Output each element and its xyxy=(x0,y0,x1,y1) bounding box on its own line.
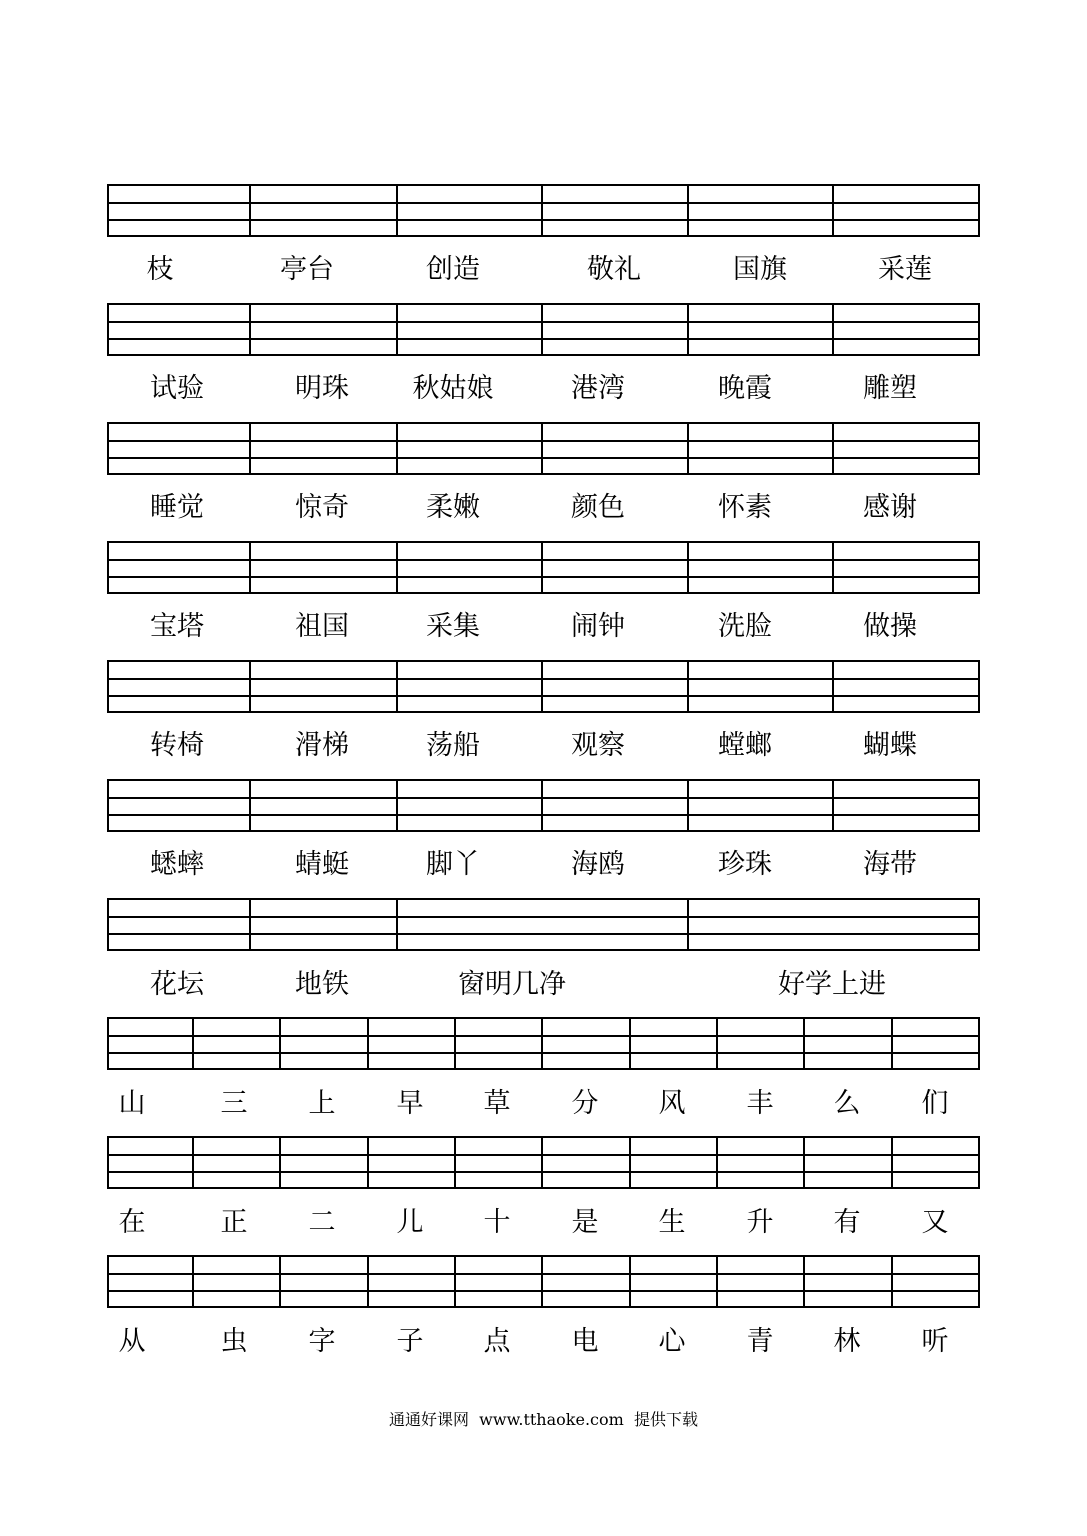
vocab-word: 海带 xyxy=(863,849,917,880)
vocab-word: 试验 xyxy=(150,373,204,404)
writing-grid xyxy=(107,541,980,594)
vocab-word: 十 xyxy=(483,1207,511,1238)
vocab-word: 海鸥 xyxy=(571,849,625,880)
grid-divider xyxy=(687,186,689,235)
vocab-word: 亭台 xyxy=(280,254,334,285)
grid-divider xyxy=(249,543,251,592)
grid-divider xyxy=(803,1257,805,1306)
grid-divider xyxy=(687,900,689,949)
grid-divider xyxy=(249,900,251,949)
vocab-word: 好学上进 xyxy=(778,969,886,1000)
vocab-word: 窗明几净 xyxy=(458,969,566,1000)
vocab-word: 虫 xyxy=(220,1326,248,1357)
grid-divider xyxy=(249,781,251,830)
vocab-word: 感谢 xyxy=(863,492,917,523)
vocab-word: 儿 xyxy=(396,1207,424,1238)
grid-divider xyxy=(832,424,834,473)
writing-grid xyxy=(107,422,980,475)
grid-divider xyxy=(396,900,398,949)
vocab-word: 国旗 xyxy=(733,254,787,285)
vocab-word: 花坛 xyxy=(150,969,204,1000)
grid-divider xyxy=(367,1019,369,1068)
vocab-word: 港湾 xyxy=(571,373,625,404)
grid-divider xyxy=(249,424,251,473)
writing-grid xyxy=(107,1136,980,1189)
grid-divider xyxy=(279,1257,281,1306)
grid-divider xyxy=(541,781,543,830)
vocab-word: 上 xyxy=(308,1088,336,1119)
grid-divider xyxy=(716,1257,718,1306)
grid-divider xyxy=(367,1138,369,1187)
grid-divider xyxy=(279,1138,281,1187)
vocab-word: 草 xyxy=(483,1088,511,1119)
grid-divider xyxy=(541,543,543,592)
vocab-word: 分 xyxy=(571,1088,599,1119)
vocab-word: 又 xyxy=(921,1207,949,1238)
vocab-word: 转椅 xyxy=(150,730,204,761)
grid-divider xyxy=(541,662,543,711)
grid-divider xyxy=(832,543,834,592)
writing-grid xyxy=(107,1255,980,1308)
vocab-word: 颜色 xyxy=(571,492,625,523)
grid-divider xyxy=(454,1138,456,1187)
grid-divider xyxy=(192,1019,194,1068)
grid-divider xyxy=(541,1257,543,1306)
grid-divider xyxy=(891,1019,893,1068)
grid-divider xyxy=(629,1138,631,1187)
grid-divider xyxy=(192,1138,194,1187)
vocab-word: 柔嫩 xyxy=(426,492,480,523)
vocab-word: 闹钟 xyxy=(571,611,625,642)
grid-divider xyxy=(249,305,251,354)
vocab-word: 祖国 xyxy=(295,611,349,642)
grid-divider xyxy=(249,186,251,235)
writing-grid xyxy=(107,898,980,951)
vocab-word: 蜻蜓 xyxy=(295,849,349,880)
vocab-word: 们 xyxy=(921,1088,949,1119)
writing-grid xyxy=(107,660,980,713)
vocab-word: 升 xyxy=(746,1207,774,1238)
writing-grid xyxy=(107,303,980,356)
vocab-word: 正 xyxy=(220,1207,248,1238)
vocab-word: 生 xyxy=(658,1207,686,1238)
vocab-word: 采莲 xyxy=(878,254,932,285)
vocab-word: 明珠 xyxy=(295,373,349,404)
grid-divider xyxy=(454,1019,456,1068)
vocab-word: 风 xyxy=(658,1088,686,1119)
grid-divider xyxy=(396,186,398,235)
vocab-word: 林 xyxy=(833,1326,861,1357)
vocab-word: 青 xyxy=(746,1326,774,1357)
vocab-word: 丰 xyxy=(746,1088,774,1119)
vocab-word: 有 xyxy=(833,1207,861,1238)
vocab-word: 蟋蟀 xyxy=(150,849,204,880)
grid-divider xyxy=(687,424,689,473)
grid-divider xyxy=(454,1257,456,1306)
footer-note: 通通好课网 www.tthaoke.com 提供下载 xyxy=(389,1410,698,1429)
grid-divider xyxy=(687,543,689,592)
vocab-word: 怀素 xyxy=(718,492,772,523)
vocab-word: 滑梯 xyxy=(295,730,349,761)
vocab-word: 荡船 xyxy=(426,730,480,761)
grid-divider xyxy=(541,1138,543,1187)
vocab-word: 脚丫 xyxy=(426,849,480,880)
vocab-word: 做操 xyxy=(863,611,917,642)
vocab-word: 山 xyxy=(118,1088,146,1119)
vocab-word: 地铁 xyxy=(295,969,349,1000)
vocab-word: 洗脸 xyxy=(718,611,772,642)
writing-grid xyxy=(107,184,980,237)
vocab-word: 从 xyxy=(118,1326,146,1357)
grid-divider xyxy=(716,1019,718,1068)
vocab-word: 子 xyxy=(396,1326,424,1357)
grid-divider xyxy=(396,781,398,830)
vocab-word: 枝 xyxy=(146,254,174,285)
vocab-word: 创造 xyxy=(426,254,480,285)
vocab-word: 秋姑娘 xyxy=(412,373,494,404)
vocab-word: 么 xyxy=(833,1088,861,1119)
vocab-word: 听 xyxy=(921,1326,949,1357)
vocab-word: 睡觉 xyxy=(150,492,204,523)
vocab-word: 字 xyxy=(308,1326,336,1357)
grid-divider xyxy=(716,1138,718,1187)
writing-grid xyxy=(107,1017,980,1070)
vocab-word: 二 xyxy=(308,1207,336,1238)
vocab-word: 敬礼 xyxy=(587,254,641,285)
grid-divider xyxy=(629,1257,631,1306)
grid-divider xyxy=(396,662,398,711)
vocab-word: 在 xyxy=(118,1207,146,1238)
grid-divider xyxy=(249,662,251,711)
grid-divider xyxy=(192,1257,194,1306)
vocab-word: 电 xyxy=(571,1326,599,1357)
grid-divider xyxy=(832,781,834,830)
grid-divider xyxy=(891,1138,893,1187)
grid-divider xyxy=(396,305,398,354)
writing-grid xyxy=(107,779,980,832)
vocab-word: 雕塑 xyxy=(863,373,917,404)
grid-divider xyxy=(279,1019,281,1068)
grid-divider xyxy=(832,662,834,711)
vocab-word: 螳螂 xyxy=(718,730,772,761)
vocab-word: 晚霞 xyxy=(718,373,772,404)
vocab-word: 惊奇 xyxy=(295,492,349,523)
grid-divider xyxy=(687,305,689,354)
grid-divider xyxy=(541,1019,543,1068)
grid-divider xyxy=(396,543,398,592)
vocab-word: 珍珠 xyxy=(718,849,772,880)
grid-divider xyxy=(396,424,398,473)
grid-divider xyxy=(687,662,689,711)
grid-divider xyxy=(891,1257,893,1306)
vocab-word: 早 xyxy=(396,1088,424,1119)
vocab-word: 蝴蝶 xyxy=(863,730,917,761)
grid-divider xyxy=(629,1019,631,1068)
vocab-word: 三 xyxy=(220,1088,248,1119)
grid-divider xyxy=(832,186,834,235)
grid-divider xyxy=(803,1138,805,1187)
vocab-word: 观察 xyxy=(571,730,625,761)
grid-divider xyxy=(541,305,543,354)
grid-divider xyxy=(687,781,689,830)
grid-divider xyxy=(541,424,543,473)
grid-divider xyxy=(832,305,834,354)
vocab-word: 是 xyxy=(571,1207,599,1238)
grid-divider xyxy=(541,186,543,235)
vocab-word: 点 xyxy=(483,1326,511,1357)
grid-divider xyxy=(803,1019,805,1068)
vocab-word: 采集 xyxy=(426,611,480,642)
vocab-word: 宝塔 xyxy=(150,611,204,642)
vocab-word: 心 xyxy=(658,1326,686,1357)
grid-divider xyxy=(367,1257,369,1306)
